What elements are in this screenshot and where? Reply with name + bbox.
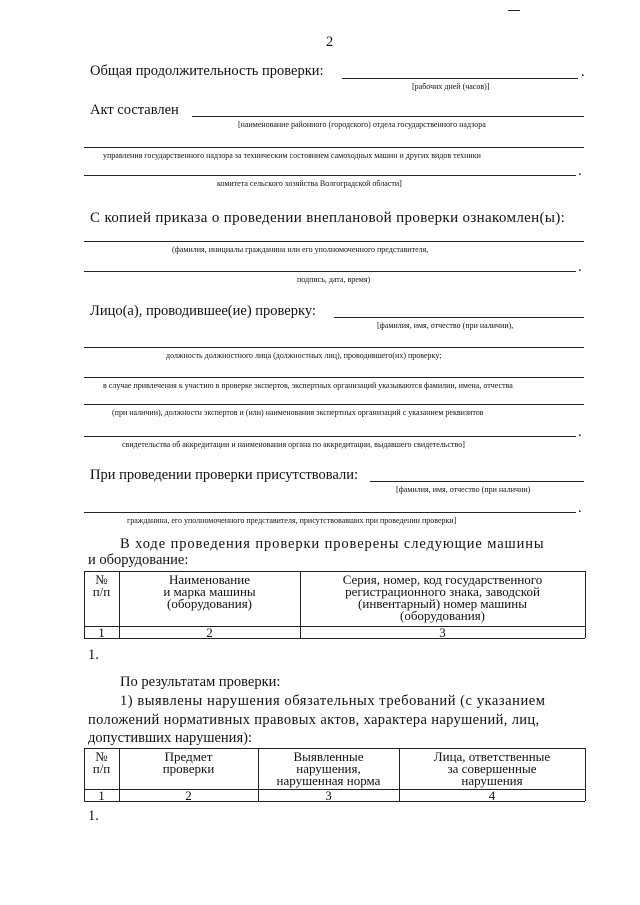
- act-fill-line-2: [84, 147, 584, 148]
- present-hint-2: гражданина, его уполномоченного представителя, присутствовавших при проведении проверки]: [127, 516, 457, 525]
- results-col4-header-line: за совершенные: [447, 761, 537, 776]
- act-hint-2: управления государственного надзора за техническим состоянием самоходных машин и других видов техники: [103, 151, 481, 160]
- results-num-1: 1: [98, 788, 105, 803]
- results-col4-header-line: нарушения: [461, 773, 523, 788]
- copy-hint-1: (фамилия, инициалы гражданина или его уполномоченного представителя,: [172, 245, 429, 254]
- present-label: При проведении проверки присутствовали:: [90, 467, 359, 483]
- present-fill-line-2: [84, 512, 576, 513]
- page-number: 2: [326, 34, 334, 50]
- machines-col3-header-line: (инвентарный) номер машины: [358, 596, 527, 611]
- results-num-4: 4: [488, 788, 496, 803]
- machines-first-item: 1.: [88, 647, 99, 663]
- act-fill-line-1: [192, 116, 584, 117]
- machines-col3-header-line: регистрационного знака, заводской: [345, 584, 540, 599]
- inspector-fill-line-4: [84, 404, 584, 405]
- copy-end: .: [578, 259, 582, 275]
- machines-intro-1: В ходе проведения проверки проверены следующие машины: [120, 536, 545, 552]
- copy-fill-line-2: [84, 271, 576, 272]
- results-table-vline-5: [585, 748, 586, 801]
- copy-label: С копией приказа о проведении внеплановой проверки ознакомлен(ы):: [90, 210, 566, 226]
- results-item1-line3: допустивших нарушения):: [88, 730, 252, 746]
- inspector-fill-line-5: [84, 436, 576, 437]
- results-col4-header-line: Лица, ответственные: [433, 749, 551, 764]
- results-num-3: 3: [325, 788, 332, 803]
- present-fill-line-1: [370, 481, 584, 482]
- act-hint-1: [наименование районного (городского) отдела государственного надзора: [238, 120, 486, 129]
- results-col3-header-line: Выявленные: [293, 749, 364, 764]
- machines-num-3: 3: [439, 625, 446, 640]
- machines-col1-header: [84, 574, 119, 598]
- top-mark: [508, 10, 520, 11]
- inspector-fill-line-3: [84, 377, 584, 378]
- results-col4-header: [399, 751, 585, 787]
- act-label: Акт составлен: [90, 102, 179, 118]
- results-col1-header-line: №: [95, 749, 108, 764]
- machines-table-vline-4: [585, 571, 586, 638]
- inspector-hint-1: [фамилия, имя, отчество (при наличии),: [377, 321, 514, 330]
- duration-fill-line: [342, 78, 578, 79]
- inspector-hint-5: свидетельства об аккредитации и наименования органа по аккредитации, выдавшего свидетельство]: [122, 440, 465, 449]
- act-hint-3: комитета сельского хозяйства Волгоградской области]: [217, 179, 402, 188]
- results-col3-header-line: нарушенная норма: [276, 773, 381, 788]
- results-item1-line1: 1) выявлены нарушения обязательных требований (с указанием: [120, 693, 546, 709]
- machines-intro-2: и оборудование:: [88, 552, 189, 568]
- machines-col1-header-line: №: [95, 572, 108, 587]
- results-num-2: 2: [185, 788, 192, 803]
- inspector-hint-4: (при наличии), должности экспертов и (или) наименования экспертных организаций с указанием реквизитов: [112, 408, 484, 417]
- act-end: .: [578, 163, 582, 179]
- results-col3-header: [258, 751, 399, 787]
- results-heading: По результатам проверки:: [120, 674, 281, 690]
- results-col3-header-line: нарушения,: [296, 761, 361, 776]
- inspector-end: .: [578, 424, 582, 440]
- results-col2-header-line: проверки: [162, 761, 215, 776]
- machines-num-1: 1: [98, 625, 105, 640]
- machines-col2-header-line: (оборудования): [166, 596, 253, 611]
- act-fill-line-3: [84, 175, 576, 176]
- results-col1-header-line: п/п: [92, 761, 111, 776]
- machines-num-2: 2: [206, 625, 213, 640]
- inspector-hint-3: в случае привлечения к участию в проверке экспертов, экспертных организаций указываются фамилии, имена, отчества: [103, 381, 513, 390]
- machines-col3-header-line: Серия, номер, код государственного: [342, 572, 543, 587]
- results-col2-header: [119, 751, 258, 775]
- copy-hint-2: подпись, дата, время): [297, 275, 371, 284]
- duration-hint: [рабочих дней (часов)]: [412, 82, 490, 91]
- results-col2-header-line: Предмет: [164, 749, 213, 764]
- duration-label: Общая продолжительность проверки:: [90, 63, 324, 79]
- machines-col2-header: [119, 574, 300, 610]
- copy-fill-line-1: [84, 241, 584, 242]
- duration-end: .: [581, 64, 585, 80]
- results-first-item: 1.: [88, 808, 99, 824]
- results-item1-line2: положений нормативных правовых актов, характера нарушений, лиц,: [88, 712, 540, 728]
- machines-col2-header-line: Наименование: [169, 572, 250, 587]
- inspector-label: Лицо(а), проводившее(ие) проверку:: [90, 303, 316, 319]
- machines-col3-header: [300, 574, 585, 622]
- machines-col2-header-line: и марка машины: [163, 584, 256, 599]
- machines-col1-header-line: п/п: [92, 584, 111, 599]
- inspector-fill-line-1: [334, 317, 584, 318]
- present-hint-1: [фамилия, имя, отчество (при наличии): [396, 485, 531, 494]
- inspector-fill-line-2: [84, 347, 584, 348]
- inspector-hint-2: должность должностного лица (должностных лиц), проводившего(их) проверку;: [166, 351, 442, 360]
- results-col1-header: [84, 751, 119, 775]
- present-end: .: [578, 500, 582, 516]
- machines-col3-header-line: (оборудования): [399, 608, 486, 623]
